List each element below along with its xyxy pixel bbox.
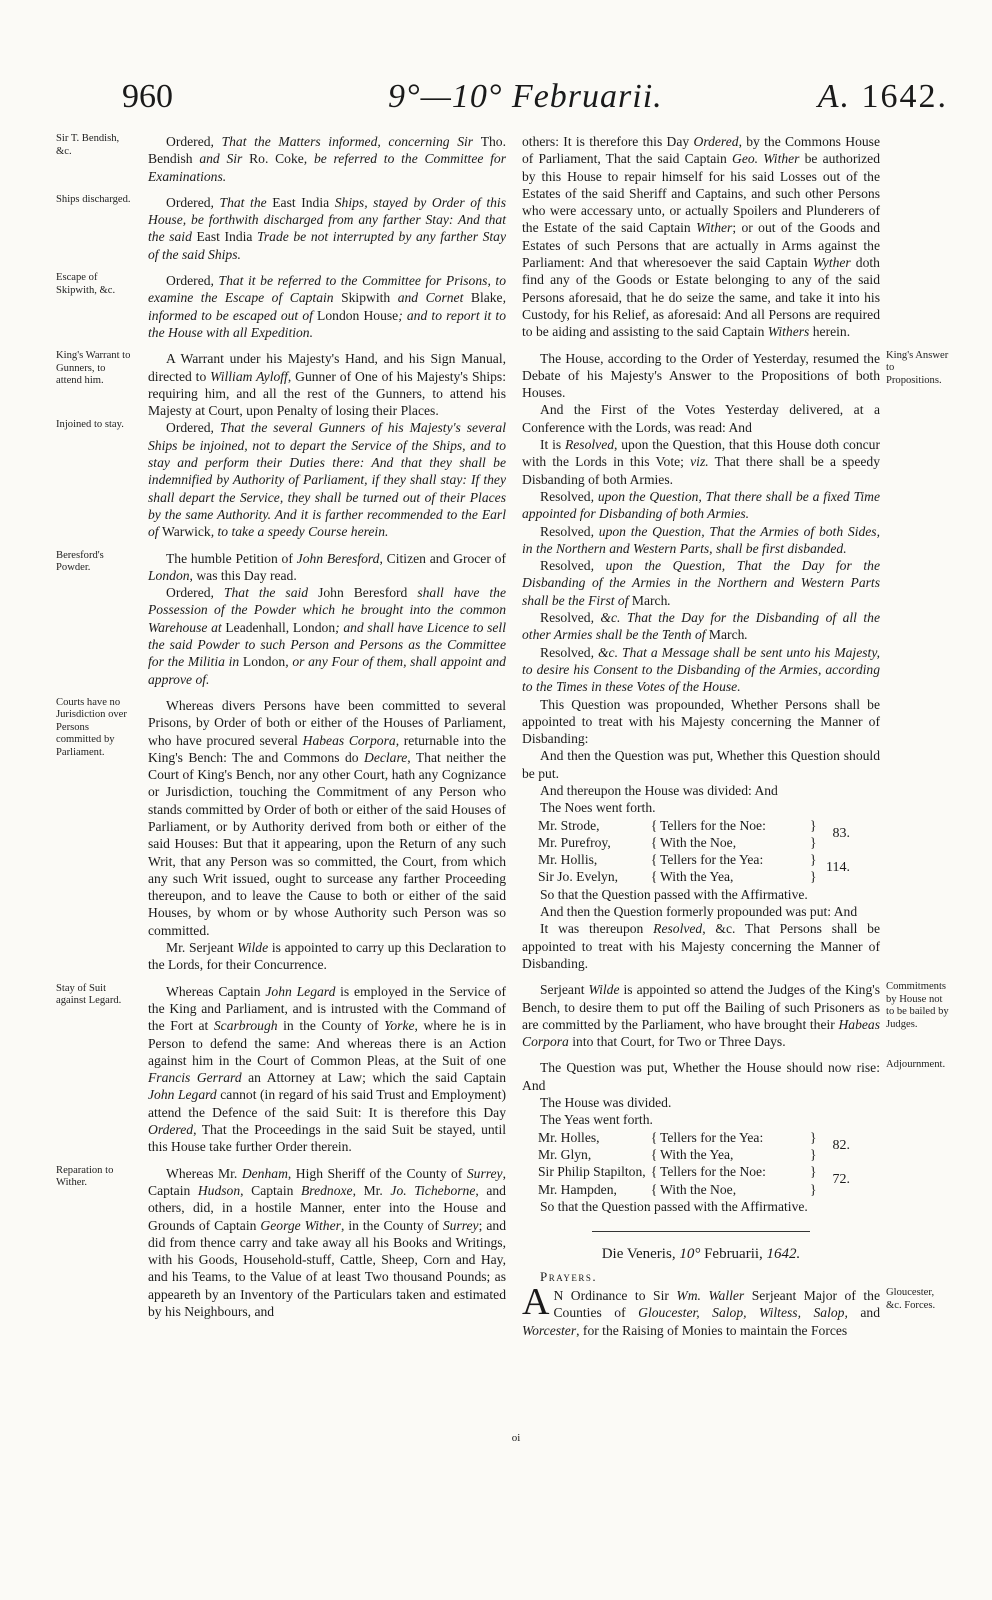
italic-text: Resolved	[564, 437, 615, 453]
text-run: Whereas divers Persons have been committed to several Prisons, by Order of both or either of the Houses of Parliament, who have procured several	[148, 697, 506, 748]
text-run: A Warrant under his Majesty's Hand, and his Sign Manual, directed to	[148, 351, 506, 384]
text-run: London	[242, 654, 286, 670]
italic-text: George Wither	[260, 1217, 341, 1233]
text-run: , High Sheriff of the County of	[287, 1165, 467, 1181]
text-run: Tho. Bendish	[148, 134, 506, 167]
italic-text: Ordered	[693, 134, 739, 149]
tellers-division-1	[538, 817, 880, 886]
italic-text: , be referred to the Committee for Examinations.	[148, 151, 507, 184]
page-number: 960	[122, 78, 173, 115]
paragraph	[56, 1164, 506, 1321]
teller-row: Sir Jo. Evelyn, { With the Yea, }	[538, 869, 817, 885]
teller-role: Tellers for the Yea:	[660, 852, 764, 868]
italic-text: Ships, stayed by Order of this House, be forthwith discharged from any farther Stay: And that the said	[148, 194, 506, 245]
teller-role: Tellers for the Noe:	[660, 817, 766, 833]
text-run: It was thereupon	[540, 921, 654, 937]
teller-role: With the Yea,	[660, 869, 734, 885]
teller-name: Mr. Strode,	[538, 817, 600, 833]
text-run: And the First of the Votes Yesterday delivered, at a Conference with the Lords, was read: And	[522, 402, 880, 435]
text-run: The humble Petition of	[166, 550, 297, 566]
italic-text: Withers	[767, 324, 810, 340]
paragraph	[56, 982, 507, 1156]
section-divider	[592, 1231, 810, 1232]
paragraph	[56, 193, 507, 263]
margin-note: Ships discharged.	[56, 193, 131, 205]
text-run: London House	[317, 307, 399, 323]
margin-note: Escape of Skipwith, &c.	[56, 272, 116, 296]
teller-name: Sir Philip Stapilton,	[538, 1164, 646, 1180]
year-prefix: A.	[817, 78, 851, 115]
text-run: John Beresford	[318, 585, 408, 601]
margin-note: Sir T. Bendish, &c.	[56, 133, 120, 157]
paragraph	[522, 747, 880, 782]
text-run: Mr. Serjeant	[166, 940, 238, 956]
text-run: So that the Question passed with the Affirmative.	[540, 1198, 808, 1214]
italic-text: , That it be referred to the Committee for Prisons, to examine the Escape of Captain	[148, 273, 506, 306]
text-run: Resolved	[540, 488, 591, 504]
italic-text: Resolved	[653, 921, 703, 937]
teller-row: Mr. Holles, { Tellers for the Yea: }	[538, 1129, 817, 1145]
text-run: , Citizen and Grocer of	[379, 550, 506, 566]
text-run: Serjeant	[540, 982, 589, 998]
paragraph	[522, 799, 880, 816]
text-run: Ordered	[166, 273, 211, 289]
italic-text: ; and shall have Licence to sell the said Powder to such Person and Persons as the Committee for the Militia in	[148, 619, 506, 670]
italic-text: Hudson	[197, 1182, 241, 1198]
italic-text: Francis Gerrard	[148, 1070, 242, 1086]
teller-row: Mr. Hampden, { With the Noe, }	[538, 1181, 817, 1197]
paragraph	[522, 609, 880, 644]
italic-text: Ordered	[148, 1122, 194, 1138]
text-run: , Mr.	[352, 1182, 391, 1198]
paragraph	[56, 272, 507, 341]
italic-text: , informed to be escaped out of	[148, 290, 506, 323]
text-run: East India	[196, 229, 253, 245]
text-run: ; and did from thence carry and take away all his Books and Writings, with his Goods, Household-stuff, Cattle, Sheep, Corn and Hay, and his Teams, to the Value of at least Two thousand Pounds; as appeareth by an Inventory of the Particulars taken and estimated by his Neighbours, and	[148, 1217, 506, 1319]
margin-note: Beresford's Powder.	[56, 549, 104, 574]
paragraph	[56, 350, 506, 419]
italic-text: , That the several Gunners of his Majesty's several Ships be injoined, not to depart the Service of the Ships, and to stay and perform their Duties there: And that they shall be indemnified by Authority of Parliament, if they shall stay: If they shall depart the Service, they shall be turned out of their Places by the same Authority. And it is farther recommended to the Earl of	[148, 420, 506, 540]
italic-text: shall have the Possession of the Powder which he brought into the common Warehouse at	[148, 585, 506, 635]
text-run: Serjeant Major of the Counties of	[553, 1288, 880, 1321]
paragraph	[148, 939, 506, 974]
text-run: Resolved	[540, 558, 591, 574]
paragraph	[522, 903, 880, 920]
teller-row: Sir Philip Stapilton, { Tellers for the Noe: }	[538, 1164, 817, 1180]
italic-text: , 1642.	[759, 1246, 801, 1263]
text-run: , and others, did, in a hostile Manner, enter into the House and Grounds of Captain	[148, 1182, 506, 1233]
text-run: So that the Question passed with the Affirmative.	[540, 886, 808, 902]
text-run: Skipwith	[341, 290, 391, 306]
prayers-heading: Prayers.	[540, 1269, 598, 1285]
paragraph	[56, 419, 506, 540]
text-run: doth find any of the Goods or Estate belonging to any of the said Persons aforesaid, that he do seize the same, and take it into his Custody, for his Relief, as aforesaid: And all Persons are required to be aiding and assisting to the said Captain	[522, 255, 880, 340]
page-year	[818, 78, 948, 116]
teller-row: Mr. Hollis, { Tellers for the Yea: }	[538, 852, 817, 868]
margin-note: Reparation to Wither.	[56, 1164, 114, 1189]
italic-text: Scarbrough	[213, 1018, 278, 1034]
vote-count: 114.	[826, 859, 850, 875]
text-run: Warwick	[161, 524, 211, 540]
text-run: The Noes went forth.	[540, 800, 656, 816]
teller-role: With the Yea,	[660, 1146, 734, 1162]
paragraph	[522, 133, 880, 341]
text-run: is appointed to carry up this Declaration to the Lords, for their Concurrence.	[148, 940, 506, 973]
margin-note: King's Warrant to Gunners, to attend him.	[56, 350, 131, 387]
text-run: Whereas Mr.	[166, 1165, 242, 1181]
text-run: into that Court, for Two or Three Days.	[568, 1034, 786, 1050]
paragraph	[148, 584, 506, 688]
paragraph	[522, 523, 880, 558]
paragraph	[522, 557, 880, 609]
text-run: , was this Day read.	[189, 567, 297, 583]
text-run: That there shall be a speedy Disbanding of both Armies.	[522, 454, 880, 487]
italic-text: Geo. Wither	[732, 151, 800, 167]
italic-text: Habeas Corpora	[522, 1016, 880, 1050]
margin-note: Gloucester, &c. Forces.	[886, 1287, 936, 1311]
text-run: , returnable into the King's Bench: The and Commons do	[148, 732, 507, 765]
running-title: 9°—10° Februarii.	[388, 78, 663, 115]
paragraph	[522, 1198, 880, 1215]
italic-text: Wm. Waller	[676, 1288, 745, 1304]
text-run: , That the Proceedings in the said Suit be stayed, until this House take further Order therein.	[148, 1122, 506, 1155]
text-run: , Gunner of One of his Majesty's Ships: requiring him, and all the rest of the Gunners, to attend his Majesty at Court, upon Penalty of losing their Places.	[148, 368, 506, 419]
italic-text: , That the said	[210, 585, 319, 601]
text-run: , in the County of	[340, 1217, 443, 1233]
text-run: Ordered	[166, 134, 211, 149]
year-value: 1642.	[861, 78, 948, 115]
italic-text: Wilde	[588, 982, 620, 998]
teller-name: Mr. Glyn,	[538, 1146, 592, 1162]
italic-text: William Ayloff	[210, 368, 288, 384]
text-run: Blake	[470, 290, 503, 306]
italic-text: London	[148, 567, 190, 583]
text-run: , Captain	[240, 1182, 301, 1198]
italic-text: Declare	[364, 749, 408, 765]
italic-text: , &c. That a Message shall be sent unto his Majesty, to desire his Consent to the Disbanding of the Armies, according to the Times in these Votes of the House.	[522, 644, 880, 695]
paragraph	[522, 920, 880, 972]
text-run: , for the Raising of Monies to maintain the Forces	[576, 1322, 848, 1338]
italic-text: John Beresford	[296, 550, 380, 566]
paragraph	[56, 549, 506, 585]
text-run: The Question was put, Whether the House should now rise: And	[522, 1060, 880, 1093]
text-run: is employed in the Service of the King and Parliament, and is intrusted with the Command of the Fort at	[148, 983, 506, 1034]
italic-text: , to take a speedy Course herein.	[210, 524, 389, 540]
paragraph	[522, 1281, 936, 1339]
text-run: , upon the Question, that this House doth concur with the Lords in this Vote;	[522, 437, 880, 470]
paragraph	[522, 644, 880, 696]
italic-text: Denham	[241, 1165, 288, 1181]
italic-text: Jo. Ticheborne	[390, 1182, 476, 1198]
italic-text: , That the	[210, 194, 273, 210]
vote-count: 72.	[832, 1171, 850, 1187]
text-run: Resolved	[540, 610, 591, 626]
paragraph	[522, 696, 880, 748]
text-run: others: It is therefore this Day	[522, 134, 694, 149]
text-run: and	[847, 1305, 880, 1321]
paragraph	[522, 488, 880, 523]
paragraph	[522, 349, 949, 402]
italic-text: Surrey	[466, 1165, 503, 1181]
margin-note: Adjournment.	[886, 1059, 946, 1071]
paragraph	[56, 696, 507, 939]
text-run: , by the Commons House of Parliament, That the said Captain	[522, 134, 880, 167]
italic-text: Wyther	[812, 255, 851, 271]
text-run: March	[708, 627, 745, 643]
text-run: This Question was propounded, Whether Persons shall be appointed to treat with his Majesty concerning the Manner of Disbanding:	[522, 696, 880, 747]
text-run: And then the Question formerly propounded was put: And	[540, 904, 858, 920]
margin-note: Courts have no Jurisdiction over Persons committed by Parliament.	[56, 696, 127, 758]
teller-role: Tellers for the Yea:	[660, 1129, 764, 1145]
text-run: Die Veneris	[601, 1246, 672, 1263]
left-column	[56, 133, 507, 1320]
italic-text: , 10°	[671, 1246, 705, 1263]
italic-text: Gloucester, Salop, Wiltess, Salop,	[638, 1305, 848, 1321]
teller-name: Mr. Hampden,	[538, 1181, 617, 1197]
ordinance-text	[522, 1281, 880, 1338]
margin-note: Stay of Suit against Legard.	[56, 982, 122, 1007]
teller-name: Mr. Purefroy,	[538, 834, 611, 850]
text-run: The House, according to the Order of Yesterday, resumed the Debate of his Majesty's Answer to the Propositions of both Houses.	[522, 350, 880, 401]
text-run: It is	[540, 437, 565, 453]
italic-text: , upon the Question, That there shall be a fixed Time appointed for Disbanding of both Armies.	[522, 488, 880, 522]
italic-text: Wilde	[237, 940, 269, 956]
text-run: , That neither the Court of King's Bench, nor any other Court, hath any Cognizance or Jurisdiction, touching the Commitment of any Person who stands committed by Order of both or either of the said Houses of Parliament, or by Authority derived from both or either of the said Houses: But that it appearing, upon the Return of any such Writ, that any Person was so committed, the Court, from which any such Writ issued, ought to surcease any farther Proceeding thereupon, and to leave the Cause to both or either of the said Houses, by whom or by whose Authority such Person was so committed.	[148, 749, 506, 938]
text-run: Februarii	[704, 1246, 760, 1263]
text-run: is appointed so attend the Judges of the King's Bench, to desire them to put off the Bailing of such Prisoners as are committed by the Parliament, who have brought their	[522, 982, 881, 1032]
paragraph	[56, 133, 507, 185]
text-run: be authorized by this House to repair himself for his said Losses out of the Estates of the said Sheriff and Captains, and such other Persons who were accessary unto, or actually Spoilers and Plunderers of the Estate of the said Captain	[522, 151, 880, 236]
italic-text: Yorke	[384, 1018, 415, 1034]
paragraph	[522, 1111, 880, 1128]
italic-text: .	[744, 627, 748, 643]
paragraph	[522, 981, 949, 1050]
text-run: The House was divided.	[540, 1095, 672, 1111]
italic-text: Habeas Corpora	[302, 732, 396, 748]
text-run: ; or out of the Goods and Estates of such Persons that are actually in Arms against the Parliament: And that wheresoever the said Captain	[522, 220, 880, 271]
italic-text: John Legard	[265, 983, 336, 999]
text-run: Ro. Coke	[249, 151, 304, 167]
text-run: herein.	[809, 324, 851, 340]
paragraph	[522, 401, 880, 436]
text-run: , Captain	[148, 1165, 506, 1198]
text-run: N Ordinance to Sir	[553, 1288, 677, 1304]
teller-role: With the Noe,	[660, 834, 737, 850]
paragraph	[522, 782, 880, 799]
italic-text: John Legard	[148, 1087, 217, 1103]
paragraph	[522, 1094, 880, 1111]
text-run: And then the Question was put, Whether this Question should be put.	[522, 748, 880, 781]
text-run: an Attorney at Law; which the said Captain	[241, 1070, 506, 1086]
teller-row: Mr. Glyn, { With the Yea, }	[538, 1146, 817, 1162]
text-run: Ordered	[166, 420, 211, 436]
italic-text: Surrey	[442, 1217, 479, 1233]
text-run: Leadenhall, London	[225, 619, 336, 635]
margin-note: Injoined to stay.	[56, 419, 124, 431]
teller-name: Mr. Hollis,	[538, 852, 598, 868]
italic-text: .	[667, 592, 671, 608]
italic-text: Brednoxe	[301, 1182, 353, 1198]
teller-role: With the Noe,	[660, 1181, 737, 1197]
page-signature: oi	[511, 1432, 521, 1444]
italic-text: Trade be not interrupted by any farther Stay of the said Ships.	[148, 229, 507, 262]
tellers-division-2	[538, 1129, 880, 1198]
text-run: Whereas Captain	[166, 983, 266, 999]
italic-text: Wither	[696, 220, 733, 236]
text-run: March	[631, 592, 668, 608]
text-run: East India	[272, 194, 330, 210]
text-run: The Yeas went forth.	[540, 1112, 653, 1128]
teller-name: Mr. Holles,	[538, 1129, 600, 1145]
margin-note: King's Answer to Propositions.	[886, 349, 949, 386]
italic-text: , or any Four of them, shall appoint and approve of.	[148, 654, 506, 687]
paragraph	[522, 436, 880, 488]
teller-name: Sir Jo. Evelyn,	[538, 869, 619, 885]
italic-text: , That the Matters informed, concerning Sir	[210, 134, 481, 149]
text-run: Resolved	[540, 644, 591, 660]
italic-text: , &c. That the Day for the Disbanding of all the other Armies shall be the Tenth of	[522, 610, 880, 643]
drop-cap: A	[522, 1281, 550, 1324]
vote-count: 83.	[832, 825, 850, 841]
text-run: , where he is in Person to defend the same: And whereas there is an Action against him in the Court of Common Pleas, at the Suit of one	[148, 1018, 507, 1068]
teller-row: Mr. Purefroy, { With the Noe, }	[538, 834, 817, 850]
text-run: Ordered	[166, 194, 211, 210]
right-column	[522, 133, 949, 1339]
page-header	[108, 78, 948, 130]
italic-text: , upon the Question, That the Day for the Disbanding of the Armies in the Northern and Western Parts shall be the First of	[522, 558, 880, 608]
text-run: cannot (in regard of his said Trust and Employment) attend the Defence of the said Suit: It is therefore this Day	[148, 1087, 507, 1120]
day-heading	[522, 1246, 880, 1263]
text-run: Ordered	[166, 585, 211, 601]
text-run: And thereupon the House was divided: And	[540, 782, 778, 798]
paragraph	[522, 886, 880, 903]
italic-text: viz.	[690, 454, 709, 470]
paragraph	[522, 1059, 946, 1094]
text-run: Resolved	[540, 523, 591, 539]
teller-role: Tellers for the Noe:	[660, 1164, 766, 1180]
text-run: in the County of	[277, 1018, 385, 1034]
text-run: , &c. That Persons shall be appointed to treat with his Majesty concerning the Manner of Disbanding.	[522, 921, 880, 971]
italic-text: ; and to report it to the House with all Expedition.	[148, 307, 507, 340]
vote-count: 82.	[832, 1137, 850, 1153]
italic-text: Worcester	[522, 1322, 577, 1338]
italic-text: and Sir	[192, 151, 250, 167]
italic-text: and Cornet	[390, 290, 471, 306]
italic-text: , upon the Question, That the Armies of both Sides, in the Northern and Western Parts, shall be first disbanded.	[522, 523, 880, 556]
teller-row: Mr. Strode, { Tellers for the Noe: }	[538, 817, 817, 833]
margin-note: Commitments by House not to be bailed by Judges.	[886, 981, 949, 1030]
